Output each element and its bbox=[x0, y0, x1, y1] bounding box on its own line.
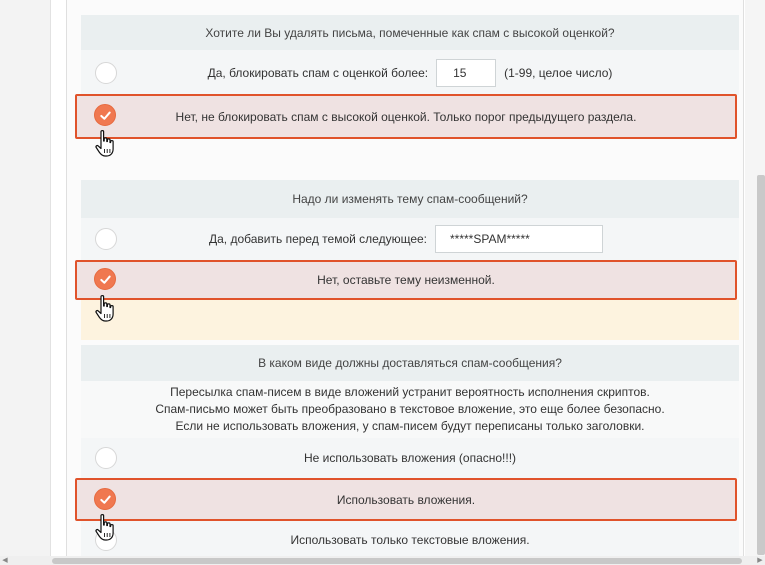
checkmark-icon bbox=[99, 493, 112, 506]
radio-use-attachments[interactable] bbox=[94, 488, 116, 510]
subject-prefix-input[interactable]: *****SPAM***** bbox=[435, 225, 603, 253]
question-change-spam-subject bbox=[81, 180, 739, 218]
option-no-attachments[interactable] bbox=[81, 438, 739, 478]
option-label: Да, блокировать спам с оценкой более: bbox=[207, 65, 429, 80]
option-label: Использовать только текстовые вложения. bbox=[290, 532, 530, 547]
option-label: Да, добавить перед темой следующее: bbox=[209, 232, 427, 246]
radio-block-spam-above-score[interactable] bbox=[95, 62, 117, 84]
description-line: Пересылка спам-писем в виде вложений устранит вероятность исполнения скриптов. bbox=[170, 385, 650, 399]
description-line: Если не использовать вложения, у спам-писем будут переписаны только заголовки. bbox=[175, 419, 645, 433]
description-line: Спам-письмо может быть преобразовано в текстовое вложение, это еще более безопасно. bbox=[155, 402, 665, 416]
hand-pointer-cursor-icon bbox=[94, 129, 118, 159]
horizontal-scrollbar-thumb[interactable] bbox=[52, 558, 742, 564]
left-panel bbox=[0, 0, 51, 565]
option-use-attachments[interactable] bbox=[75, 478, 737, 521]
question-text: В каком виде должны доставляться спам-сообщения? bbox=[258, 356, 562, 370]
question-text: Хотите ли Вы удалять письма, помеченные как спам с высокой оценкой? bbox=[205, 25, 615, 40]
radio-keep-subject[interactable] bbox=[94, 268, 116, 290]
delivery-format-description bbox=[81, 381, 739, 438]
option-add-subject-prefix[interactable] bbox=[81, 218, 739, 260]
question-spam-delivery-format bbox=[81, 345, 739, 381]
radio-do-not-block-high-score[interactable] bbox=[94, 104, 116, 126]
score-hint: (1-99, целое число) bbox=[504, 65, 613, 80]
option-label: Нет, оставьте тему неизменной. bbox=[317, 273, 495, 287]
radio-add-subject-prefix[interactable] bbox=[95, 228, 117, 250]
hand-pointer-cursor-icon bbox=[94, 513, 118, 543]
scroll-left-arrow-icon[interactable]: ◀ bbox=[2, 557, 8, 564]
option-label: Использовать вложения. bbox=[336, 492, 476, 507]
option-do-not-block-high-score[interactable] bbox=[75, 94, 737, 139]
option-keep-subject[interactable] bbox=[75, 260, 737, 300]
option-label: Не использовать вложения (опасно!!!) bbox=[303, 451, 517, 465]
scroll-right-arrow-icon[interactable]: ▶ bbox=[757, 557, 763, 564]
checkmark-icon bbox=[99, 109, 112, 122]
radio-no-attachments[interactable] bbox=[95, 447, 117, 469]
option-label: Нет, не блокировать спам с высокой оценкой. Только порог предыдущего раздела. bbox=[175, 109, 637, 124]
question-delete-high-score-spam bbox=[81, 15, 739, 50]
option-block-spam-above-score[interactable] bbox=[81, 50, 739, 95]
highlighted-empty-row bbox=[81, 300, 739, 340]
spam-score-input[interactable]: 15 bbox=[436, 59, 496, 87]
vertical-scrollbar-thumb[interactable] bbox=[757, 175, 765, 555]
question-text: Надо ли изменять тему спам-сообщений? bbox=[292, 192, 528, 206]
checkmark-icon bbox=[99, 273, 112, 286]
option-text-attachments-only[interactable] bbox=[81, 521, 739, 558]
hand-pointer-cursor-icon bbox=[94, 294, 118, 324]
